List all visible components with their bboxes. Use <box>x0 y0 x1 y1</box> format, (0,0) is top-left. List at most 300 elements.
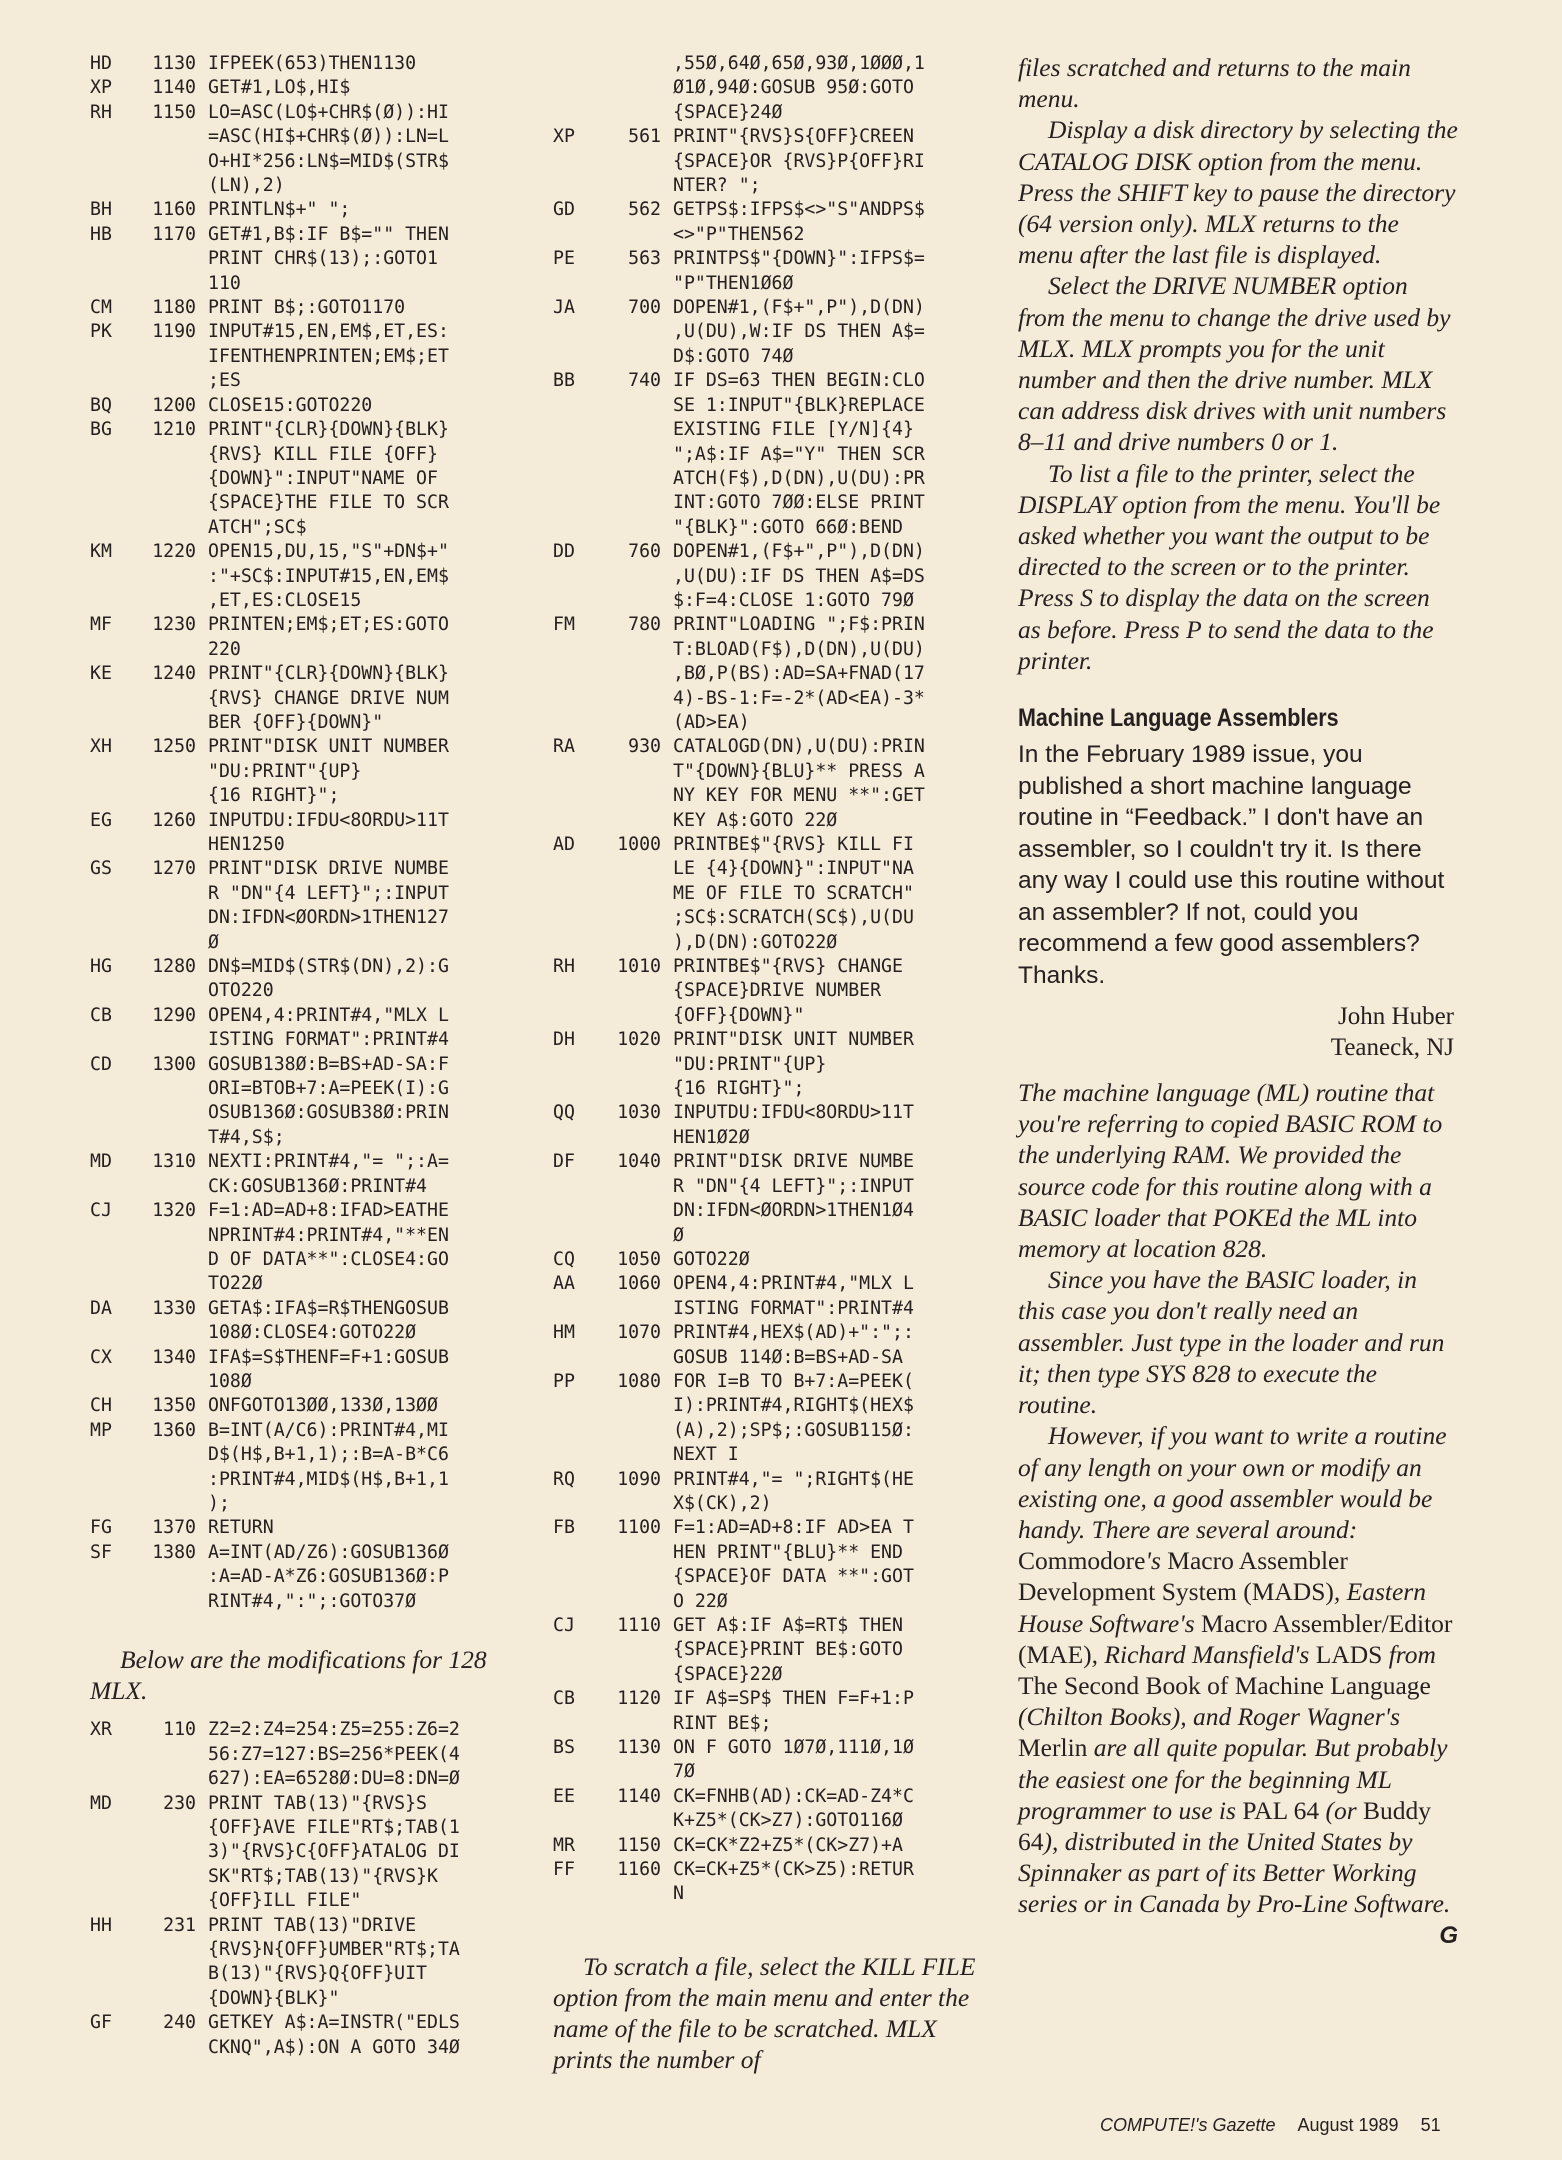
line-number <box>593 1443 673 1467</box>
line-number: 562 <box>628 199 661 221</box>
paragraph: Display a disk directory by selecting the CATALOG DISK option from the menu. Press the SHIFT key to pause the directory (64 version only). MLX returns to the menu after the last file is displayed. <box>1018 115 1458 270</box>
checksum <box>90 1743 134 1767</box>
code-line <box>90 1590 545 1614</box>
line-number <box>134 1492 208 1516</box>
code-text: 108Ø <box>208 1370 252 1392</box>
code-line <box>90 809 545 833</box>
answer-text: from <box>1382 1639 1436 1669</box>
code-line <box>90 1101 545 1125</box>
code-text: LO=ASC(LO$+CHR$(Ø)):HI <box>208 101 449 123</box>
line-number <box>593 1126 673 1150</box>
code-text: LE {4}{DOWN}":INPUT"NA <box>673 858 914 880</box>
code-line <box>90 1028 545 1052</box>
checksum <box>90 1077 134 1101</box>
checksum: AA <box>553 1273 575 1295</box>
line-number <box>593 223 673 247</box>
checksum <box>553 687 593 711</box>
code-text: NEXTI:PRINT#4,"= ";:A= <box>208 1151 449 1173</box>
footer-magazine: COMPUTE!'s Gazette <box>1100 2115 1276 2135</box>
line-number <box>593 638 673 662</box>
code-text: =ASC(HI$+CHR$(Ø)):LN=L <box>208 126 449 148</box>
line-number <box>593 1053 673 1077</box>
code-line <box>553 589 993 613</box>
checksum <box>553 882 593 906</box>
checksum <box>553 1638 593 1662</box>
code-text: BER {OFF}{DOWN}" <box>208 711 384 733</box>
code-text: PRINT"DISK DRIVE NUMBE <box>208 858 449 880</box>
line-number <box>134 906 208 930</box>
checksum <box>90 1321 134 1345</box>
code-text: DN:IFDN<ØORDN>1THEN127 <box>208 907 449 929</box>
product-name: PAL 64 <box>1242 1795 1320 1825</box>
line-number: 1380 <box>152 1541 196 1563</box>
code-line <box>90 1492 545 1516</box>
code-text: RINT BE$; <box>673 1712 772 1734</box>
checksum <box>553 1712 593 1736</box>
line-number <box>593 52 673 76</box>
code-text: ,U(DU),W:IF DS THEN A$= <box>673 321 925 343</box>
code-text: $:F=4:CLOSE 1:GOTO 79Ø <box>673 589 914 611</box>
code-text: HEN1Ø2Ø <box>673 1126 750 1148</box>
code-line <box>553 1346 993 1370</box>
code-text: DOPEN#1,(F$+",P"),D(DN) <box>673 541 925 563</box>
code-text: NY KEY FOR MENU **":GET <box>673 785 925 807</box>
line-number <box>593 174 673 198</box>
line-number <box>593 467 673 491</box>
product-name: LADS <box>1315 1639 1383 1669</box>
checksum: XH <box>90 736 112 758</box>
code-text: {SPACE}24Ø <box>673 101 783 123</box>
line-number <box>134 1865 208 1889</box>
code-line <box>553 296 993 320</box>
line-number <box>593 320 673 344</box>
code-line <box>90 1816 545 1840</box>
line-number <box>134 833 208 857</box>
checksum <box>90 369 134 393</box>
answer-text: (or <box>1319 1795 1363 1825</box>
code-text: ,U(DU):IF DS THEN A$=DS <box>673 565 925 587</box>
reader-letter: In the February 1989 issue, you published a short machine language routine in “Feedback.” I don't have an assembler, so I couldn't try it. Is there any way I could use this routine without an assembler? If not, could you recommend a few good assemblers? Thanks. <box>1018 741 1445 989</box>
code-line <box>90 1938 545 1962</box>
code-line <box>553 1687 993 1711</box>
code-text: PRINTBE$"{RVS} CHANGE <box>673 956 903 978</box>
code-text: CK=FNHB(AD):CK=AD-Z4*C <box>673 1785 914 1807</box>
line-number <box>593 711 673 735</box>
code-line <box>553 101 993 125</box>
checksum <box>90 589 134 613</box>
checksum <box>553 150 593 174</box>
code-line <box>90 1419 545 1443</box>
line-number <box>134 247 208 271</box>
line-number <box>134 1175 208 1199</box>
line-number <box>593 687 673 711</box>
answer-text: are all quite popular. But probably the easiest one for the beginning ML programmer to use is <box>1018 1733 1448 1825</box>
code-line <box>90 613 545 637</box>
code-line <box>90 711 545 735</box>
code-text: :PRINT#4,MID$(H$,B+1,1 <box>208 1468 449 1490</box>
checksum <box>553 272 593 296</box>
checksum: RH <box>553 956 575 978</box>
checksum: HD <box>90 53 112 74</box>
line-number <box>593 1077 673 1101</box>
line-number <box>134 1370 208 1394</box>
line-number: 561 <box>628 126 661 148</box>
checksum <box>553 223 593 247</box>
line-number: 1110 <box>617 1615 661 1636</box>
code-text: D$:GOTO 74Ø <box>673 345 794 367</box>
checksum: MD <box>90 1792 112 1814</box>
checksum <box>553 1346 593 1370</box>
checksum <box>553 1663 593 1687</box>
line-number: 1040 <box>617 1151 661 1173</box>
checksum <box>553 1297 593 1321</box>
code-text: GOTO22Ø <box>673 1248 750 1270</box>
checksum: QQ <box>553 1102 575 1124</box>
line-number: 1370 <box>152 1517 196 1539</box>
code-text: R "DN"{4 LEFT}";:INPUT <box>673 1175 914 1197</box>
code-line <box>90 2011 545 2035</box>
code-text: INPUTDU:IFDU<8ORDU>11T <box>673 1102 914 1124</box>
code-text: TO22Ø <box>208 1273 263 1295</box>
code-text: PRINT"{CLR}{DOWN}{BLK} <box>208 419 449 441</box>
code-text: OSUB136Ø:GOSUB38Ø:PRIN <box>208 1102 449 1124</box>
code-line <box>553 1565 993 1589</box>
code-text: SK"RT$;TAB(13)"{RVS}K <box>208 1865 438 1887</box>
line-number <box>134 979 208 1003</box>
code-text: PRINTPS$"{DOWN}":IFPS$= <box>673 248 925 270</box>
code-line <box>90 906 545 930</box>
answer-text: , Richard Mansfield's <box>1091 1639 1316 1669</box>
product-name: Buddy 64 <box>1018 1795 1432 1856</box>
line-number: 1280 <box>152 956 196 978</box>
line-number <box>593 150 673 174</box>
line-number <box>134 882 208 906</box>
checksum <box>90 833 134 857</box>
checksum <box>553 1809 593 1833</box>
line-number: 1090 <box>617 1468 661 1490</box>
paragraph: files scratched and returns to the main menu. <box>1018 53 1411 114</box>
code-text: D OF DATA**":CLOSE4:GO <box>208 1248 449 1270</box>
line-number <box>593 443 673 467</box>
checksum <box>553 1224 593 1248</box>
product-name: Macro Assembler Development System (MADS) <box>1018 1546 1348 1607</box>
editor-answer <box>1018 1077 1458 1420</box>
code-text: GET#1,B$:IF B$="" THEN <box>208 223 449 245</box>
code-text: :"+SC$:INPUT#15,EN,EM$ <box>208 565 449 587</box>
checksum <box>90 1101 134 1125</box>
checksum <box>90 1987 134 2011</box>
code-line <box>553 1858 993 1882</box>
checksum: BB <box>553 370 575 392</box>
checksum <box>90 1590 134 1614</box>
checksum <box>90 1889 134 1913</box>
code-line <box>553 1663 993 1687</box>
line-number <box>593 882 673 906</box>
line-number <box>593 345 673 369</box>
code-line <box>90 565 545 589</box>
checksum: FF <box>553 1859 575 1881</box>
code-line <box>553 1443 993 1467</box>
code-text: PRINT"DISK DRIVE NUMBE <box>673 1151 914 1173</box>
code-line <box>553 1394 993 1418</box>
line-number: 700 <box>628 297 661 319</box>
checksum <box>90 1865 134 1889</box>
checksum: AD <box>553 834 575 855</box>
code-line <box>553 272 993 296</box>
code-text: GET#1,LO$,HI$ <box>208 77 351 99</box>
code-text: ,BØ,P(BS):AD=SA+FNAD(17 <box>673 663 925 685</box>
line-number: 1270 <box>152 858 196 880</box>
line-number <box>593 1297 673 1321</box>
checksum: CM <box>90 297 112 319</box>
line-number: 1100 <box>617 1517 661 1539</box>
code-line <box>90 443 545 467</box>
checksum: CJ <box>90 1200 112 1222</box>
basic-listing-64 <box>90 52 545 1614</box>
checksum: KE <box>90 663 112 685</box>
code-line <box>553 931 993 955</box>
code-line <box>90 491 545 515</box>
checksum <box>553 101 593 125</box>
checksum <box>553 1199 593 1223</box>
code-line <box>553 247 993 271</box>
checksum: MR <box>553 1834 575 1856</box>
line-number: 1120 <box>617 1688 661 1710</box>
checksum <box>553 443 593 467</box>
line-number <box>593 418 673 442</box>
line-number: 1340 <box>152 1346 196 1368</box>
line-number: 1210 <box>152 419 196 441</box>
checksum <box>553 516 593 540</box>
code-text: OPEN15,DU,15,"S"+DN$+" <box>208 541 449 563</box>
basic-listing-128 <box>90 1718 545 2060</box>
code-line <box>553 662 993 686</box>
line-number <box>134 1889 208 1913</box>
code-line <box>90 687 545 711</box>
checksum <box>90 1248 134 1272</box>
line-number <box>593 662 673 686</box>
checksum <box>90 125 134 149</box>
product-name: The Second Book of Machine Language <box>1018 1670 1431 1700</box>
line-number: 1130 <box>152 53 196 74</box>
code-line <box>553 150 993 174</box>
line-number <box>593 1394 673 1418</box>
code-text: HEN1250 <box>208 834 285 855</box>
code-line <box>90 784 545 808</box>
checksum <box>90 2036 134 2060</box>
line-number <box>593 1882 673 1906</box>
code-text: (A),2);SP$;:GOSUB115Ø: <box>673 1419 914 1441</box>
line-number <box>134 1590 208 1614</box>
left-column <box>90 52 545 2060</box>
code-line <box>553 1077 993 1101</box>
code-line <box>90 345 545 369</box>
line-number: 1360 <box>152 1419 196 1441</box>
code-line <box>553 1224 993 1248</box>
code-line <box>90 223 545 247</box>
code-line <box>553 1809 993 1833</box>
code-text: IFA$=S$THENF=F+1:GOSUB <box>208 1346 449 1368</box>
checksum <box>90 906 134 930</box>
line-number: 1150 <box>617 1834 661 1856</box>
code-line <box>90 1150 545 1174</box>
code-line <box>90 1565 545 1589</box>
checksum: CB <box>553 1688 575 1710</box>
code-line <box>90 1865 545 1889</box>
code-line <box>553 833 993 857</box>
code-text: PRINT"LOADING ";F$:PRIN <box>673 614 925 636</box>
checksum: HM <box>553 1322 575 1344</box>
code-text: {SPACE}OR {RVS}P{OFF}RI <box>673 150 925 172</box>
code-line <box>553 1468 993 1492</box>
line-number <box>593 1712 673 1736</box>
checksum <box>90 565 134 589</box>
code-text: "P"THEN1Ø6Ø <box>673 272 794 294</box>
code-line <box>553 809 993 833</box>
code-line <box>553 1028 993 1052</box>
code-line <box>553 198 993 222</box>
line-number <box>134 1101 208 1125</box>
checksum <box>553 589 593 613</box>
code-line <box>553 955 993 979</box>
line-number <box>593 1565 673 1589</box>
code-text: {SPACE}22Ø <box>673 1663 783 1685</box>
section-heading: Machine Language Assemblers <box>1018 704 1339 733</box>
code-line <box>90 1468 545 1492</box>
checksum: DF <box>553 1151 575 1173</box>
checksum: FG <box>90 1517 112 1539</box>
checksum: PE <box>553 248 575 270</box>
checksum <box>553 784 593 808</box>
code-line <box>553 223 993 247</box>
line-number <box>593 906 673 930</box>
line-number: 1000 <box>617 834 661 855</box>
code-line <box>90 1126 545 1150</box>
checksum <box>553 1394 593 1418</box>
code-text: GOSUB 114Ø:B=BS+AD-SA <box>673 1346 903 1368</box>
checksum <box>553 906 593 930</box>
code-text: CKNQ",A$):ON A GOTO 34Ø <box>208 2036 460 2058</box>
code-line <box>90 1321 545 1345</box>
checksum <box>90 711 134 735</box>
code-text: "{BLK}":GOTO 66Ø:BEND <box>673 516 903 538</box>
answer-text: , Eastern House Software's <box>1018 1577 1426 1638</box>
checksum <box>90 687 134 711</box>
code-text: OTO220 <box>208 980 274 1002</box>
code-line <box>90 1743 545 1767</box>
line-number <box>134 1767 208 1791</box>
line-number <box>134 1028 208 1052</box>
line-number <box>134 491 208 515</box>
checksum: GF <box>90 2012 112 2034</box>
code-line <box>90 1718 545 1742</box>
checksum: RA <box>553 736 575 758</box>
code-text: 56:Z7=127:BS=256*PEEK(4 <box>208 1743 460 1765</box>
code-line <box>553 735 993 759</box>
code-text: :A=AD-A*Z6:GOSUB136Ø:P <box>208 1566 449 1588</box>
line-number: 1150 <box>152 101 196 123</box>
code-line <box>553 394 993 418</box>
code-text: 3)"{RVS}C{OFF}ATALOG DI <box>208 1841 460 1863</box>
code-text: FOR I=B TO B+7:A=PEEK( <box>673 1370 914 1392</box>
code-line <box>90 833 545 857</box>
line-number <box>593 1346 673 1370</box>
checksum <box>553 1126 593 1150</box>
code-line <box>90 735 545 759</box>
code-text: PRINTEN;EM$;ET;ES:GOTO <box>208 614 449 636</box>
checksum: XR <box>90 1719 112 1741</box>
line-number <box>134 1565 208 1589</box>
code-line <box>90 882 545 906</box>
signature-place: Teaneck, NJ <box>1330 1034 1454 1062</box>
line-number <box>134 1077 208 1101</box>
code-text: ,ET,ES:CLOSE15 <box>208 589 362 611</box>
code-line <box>90 198 545 222</box>
code-text: {OFF}{DOWN}" <box>673 1004 805 1026</box>
line-number <box>134 1840 208 1864</box>
code-line <box>90 418 545 442</box>
checksum <box>90 516 134 540</box>
code-text: KEY A$:GOTO 22Ø <box>673 809 838 831</box>
code-line <box>553 760 993 784</box>
middle-column <box>553 52 993 2076</box>
line-number <box>134 174 208 198</box>
checksum <box>553 638 593 662</box>
code-line <box>90 662 545 686</box>
checksum: EG <box>90 809 112 831</box>
code-text: ,55Ø,64Ø,65Ø,93Ø,1ØØØ,1 <box>673 53 925 74</box>
code-line <box>90 1224 545 1248</box>
code-line <box>90 125 545 149</box>
line-number <box>593 589 673 613</box>
checksum <box>553 711 593 735</box>
line-number: 1160 <box>152 199 196 221</box>
code-line <box>553 1248 993 1272</box>
code-line <box>553 1199 993 1223</box>
code-line <box>553 1492 993 1516</box>
code-text: Ø <box>673 1224 684 1246</box>
checksum: DH <box>553 1029 575 1051</box>
code-line <box>553 1541 993 1565</box>
checksum: HB <box>90 223 112 245</box>
code-line <box>90 320 545 344</box>
code-line <box>553 1614 993 1638</box>
code-line <box>90 1767 545 1791</box>
code-line <box>553 1370 993 1394</box>
code-text: IFENTHENPRINTEN;EM$;ET <box>208 345 449 367</box>
checksum <box>553 1590 593 1614</box>
code-text: D$(H$,B+1,1);:B=A-B*C6 <box>208 1444 449 1466</box>
line-number: 760 <box>628 541 661 563</box>
code-line <box>553 1101 993 1125</box>
code-line <box>553 1150 993 1174</box>
checksum <box>553 1053 593 1077</box>
line-number <box>134 516 208 540</box>
code-text: (LN),2) <box>208 175 285 197</box>
checksum: KM <box>90 541 112 563</box>
checksum: CQ <box>553 1248 575 1270</box>
code-text: T#4,S$; <box>208 1126 285 1148</box>
line-number <box>134 272 208 296</box>
code-text: ;SC$:SCRATCH(SC$),U(DU <box>673 907 914 929</box>
code-line <box>90 1914 545 1938</box>
line-number: 1310 <box>152 1151 196 1173</box>
checksum: BG <box>90 419 112 441</box>
code-text: {SPACE}OF DATA **":GOT <box>673 1566 914 1588</box>
code-text: NTER? "; <box>673 175 761 197</box>
code-line <box>553 1760 993 1784</box>
code-text: {SPACE}PRINT BE$:GOTO <box>673 1639 903 1661</box>
